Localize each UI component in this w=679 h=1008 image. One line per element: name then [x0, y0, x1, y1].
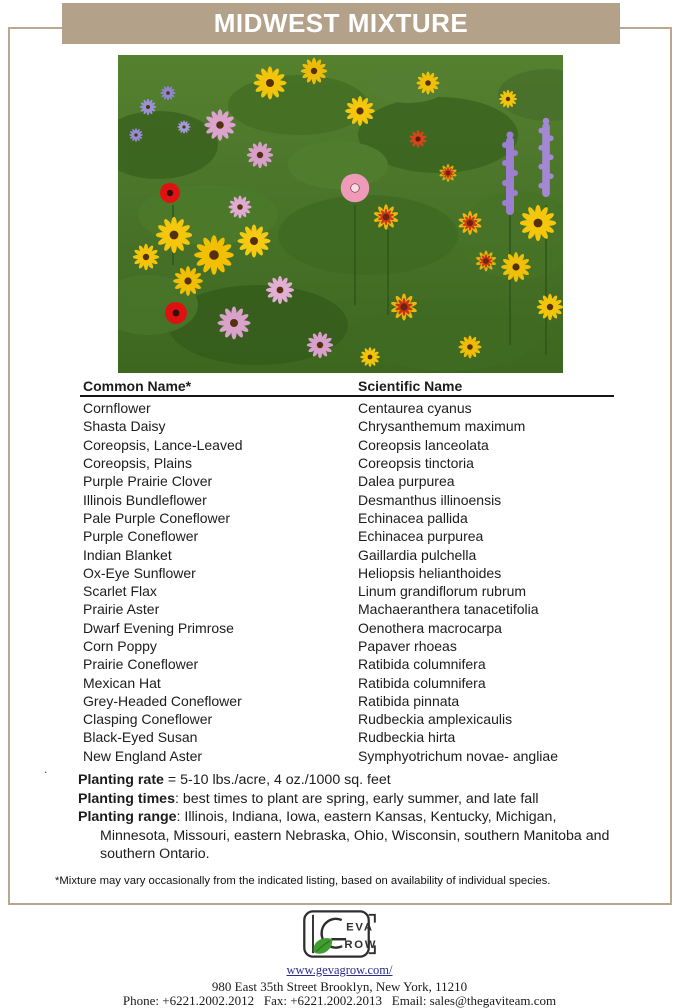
planting-info	[78, 771, 626, 864]
common-name-cell: Prairie Coneflower	[83, 656, 199, 673]
scientific-name-cell: Coreopsis lanceolata	[358, 436, 489, 453]
table-row	[80, 417, 614, 435]
common-name-cell: Clasping Coneflower	[83, 711, 213, 728]
table-row	[80, 472, 614, 490]
common-name-cell: Grey-Headed Coneflower	[83, 692, 242, 709]
wildflower-photo	[118, 55, 563, 373]
planting-times-label: Planting times	[78, 790, 175, 807]
logo-text-eva: EVA	[345, 921, 374, 934]
table-body	[80, 397, 614, 765]
scientific-name-header: Scientific Name	[358, 378, 463, 394]
common-name-cell: Black-Eyed Susan	[83, 729, 198, 746]
table-row	[80, 728, 614, 746]
planting-rate-label: Planting rate	[78, 772, 164, 788]
scientific-name-cell: Desmanthus illinoensis	[358, 491, 502, 508]
common-name-cell: Ox-Eye Sunflower	[83, 564, 196, 581]
gevagrow-logo	[294, 907, 386, 961]
table-row	[80, 692, 614, 710]
table-row	[80, 600, 614, 618]
table-row	[80, 747, 614, 765]
planting-rate-value: = 5-10 lbs./acre, 4 oz./1000 sq. feet	[163, 772, 391, 788]
common-name-header: Common Name*	[83, 378, 192, 394]
header-banner	[62, 3, 620, 44]
scientific-name-cell: Machaeranthera tanacetifolia	[358, 601, 539, 618]
common-name-cell: Indian Blanket	[83, 546, 172, 563]
common-name-cell: Coreopsis, Lance-Leaved	[83, 436, 243, 453]
common-name-cell: Pale Purple Coneflower	[83, 509, 231, 526]
table-row	[80, 509, 614, 527]
scientific-name-cell: Oenothera macrocarpa	[358, 619, 502, 636]
scientific-name-cell: Ratibida pinnata	[358, 692, 460, 709]
scientific-name-cell: Heliopsis helianthoides	[358, 564, 502, 581]
scientific-name-cell: Gaillardia pulchella	[358, 546, 477, 563]
table-row	[80, 564, 614, 582]
planting-range-line	[78, 808, 626, 864]
table-row	[80, 673, 614, 691]
table-row	[80, 637, 614, 655]
table-row	[80, 490, 614, 508]
common-name-cell: Illinois Bundleflower	[83, 491, 207, 508]
scientific-name-cell: Rudbeckia amplexicaulis	[358, 711, 513, 728]
planting-times-line	[78, 790, 626, 809]
scientific-name-cell: Dalea purpurea	[358, 473, 455, 490]
common-name-cell: Coreopsis, Plains	[83, 455, 192, 472]
mixture-disclaimer: *Mixture may vary occasionally from the indicated listing, based on availability of individual species.	[55, 875, 551, 887]
table-row	[80, 436, 614, 454]
scientific-name-cell: Ratibida columnifera	[358, 656, 486, 673]
common-name-cell: Scarlet Flax	[83, 583, 157, 600]
table-row	[80, 399, 614, 417]
common-name-cell: Purple Prairie Clover	[83, 473, 213, 490]
contact-line: Phone: +6221.2002.2012 Fax: +6221.2002.2013 Email: sales@thegaviteam.com	[122, 993, 557, 1008]
website-link[interactable]: www.gevagrow.com/	[286, 963, 393, 977]
page-title: MIDWEST MIXTURE	[213, 8, 469, 38]
common-name-cell: Shasta Daisy	[83, 418, 166, 435]
scientific-name-cell: Coreopsis tinctoria	[358, 455, 474, 472]
common-name-cell: New England Aster	[83, 747, 203, 764]
logo-text-row: ROW	[343, 938, 377, 951]
common-name-cell: Purple Coneflower	[83, 528, 199, 545]
scientific-name-cell: Ratibida columnifera	[358, 674, 486, 691]
common-name-cell: Corn Poppy	[83, 638, 157, 654]
common-name-cell: Mexican Hat	[83, 674, 161, 691]
table-row	[80, 545, 614, 563]
planting-range-value: : Illinois, Indiana, Iowa, eastern Kansas, Kentucky, Michigan, Minnesota, Missouri, eastern Nebraska, Ohio, Wisconsin, southern Manitoba and southern Ontario.	[100, 809, 610, 863]
scientific-name-cell: Linum grandiflorum rubrum	[358, 583, 527, 600]
scientific-name-cell: Echinacea purpurea	[358, 528, 484, 545]
planting-rate-line	[78, 771, 626, 790]
scientific-name-cell: Rudbeckia hirta	[358, 729, 456, 746]
common-name-cell: Dwarf Evening Primrose	[83, 619, 234, 636]
scientific-name-cell: Papaver rhoeas	[358, 638, 457, 654]
stray-period: .	[44, 762, 48, 776]
species-table	[80, 378, 614, 765]
wildflower-photo-illustration	[118, 55, 563, 373]
common-name-cell: Cornflower	[83, 400, 151, 417]
planting-times-value: : best times to plant are spring, early summer, and late fall	[174, 790, 539, 807]
table-header-row	[80, 378, 614, 397]
planting-range-label: Planting range	[78, 809, 177, 826]
scientific-name-cell: Chrysanthemum maximum	[358, 418, 526, 435]
table-row	[80, 454, 614, 472]
scientific-name-cell: Symphyotrichum novae- angliae	[358, 747, 558, 764]
table-row	[80, 527, 614, 545]
table-row	[80, 619, 614, 637]
footer	[0, 907, 679, 1007]
table-row	[80, 710, 614, 728]
common-name-cell: Prairie Aster	[83, 601, 160, 618]
street-address: 980 East 35th Street Brooklyn, New York, 11210	[211, 979, 468, 994]
scientific-name-cell: Echinacea pallida	[358, 509, 468, 526]
table-row	[80, 655, 614, 673]
table-row	[80, 582, 614, 600]
scientific-name-cell: Centaurea cyanus	[358, 400, 472, 417]
